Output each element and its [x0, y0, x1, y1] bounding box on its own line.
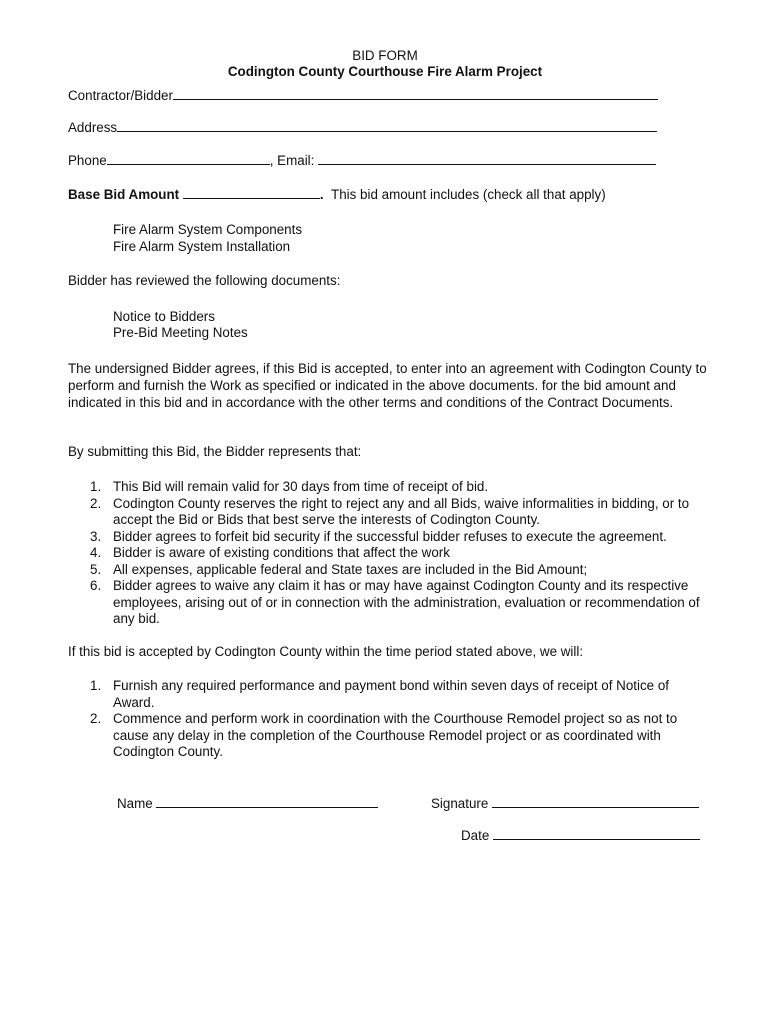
list-item: 1. This Bid will remain valid for 30 days from time of receipt of bid. — [90, 479, 489, 494]
represents-list — [68, 479, 708, 628]
phone-label: Phone — [68, 153, 107, 168]
represents-intro: By submitting this Bid, the Bidder represents that: — [68, 444, 362, 459]
phone-field[interactable] — [107, 151, 270, 165]
list-item: 1. Furnish any required performance and payment bond within seven days of receipt of Notice of Award. — [90, 678, 670, 710]
list-item: 2. Codington County reserves the right to reject any and all Bids, waive informalities in bidding, or to accept the Bid or Bids that best serve the interests of Codington County. — [90, 495, 690, 527]
contractor-row — [68, 86, 658, 104]
date-row — [461, 826, 700, 844]
contractor-field[interactable] — [173, 86, 658, 100]
name-label: Name — [117, 796, 153, 811]
address-label: Address — [68, 120, 118, 135]
base-bid-note: This bid amount includes (check all that apply) — [331, 187, 606, 202]
page-title: BID FORM — [352, 48, 418, 63]
date-field[interactable] — [493, 826, 700, 840]
reviewed-doc-item: Notice to Bidders — [113, 309, 215, 324]
signature-row — [431, 794, 699, 812]
list-item: 6. Bidder agrees to waive any claim it has or may have against Codington County and its respective employees, arising out of or in connection with the administration, evaluation or recommendation of any bid. — [90, 578, 700, 626]
page-subtitle: Codington County Courthouse Fire Alarm Project — [227, 64, 543, 79]
phone-email-row — [68, 151, 656, 169]
email-label: , Email: — [269, 153, 315, 168]
email-field[interactable] — [318, 151, 656, 165]
reviewed-doc-item: Pre-Bid Meeting Notes — [113, 325, 248, 340]
list-item: 4. Bidder is aware of existing conditions that affect the work — [90, 545, 450, 560]
list-item: 3. Bidder agrees to forfeit bid security if the successful bidder refuses to execute the agreement. — [90, 528, 667, 544]
accepted-list — [68, 678, 708, 761]
reviewed-intro: Bidder has reviewed the following documents: — [68, 273, 341, 288]
list-item: 2. Commence and perform work in coordination with the Courthouse Remodel project so as not to cause any delay in the completion of the Courthouse Remodel project or as coordinated with Codington County. — [90, 711, 678, 759]
name-field[interactable] — [156, 794, 378, 808]
base-bid-field[interactable] — [183, 185, 320, 199]
list-item: 5. All expenses, applicable federal and State taxes are included in the Bid Amount; — [90, 561, 588, 577]
contractor-label: Contractor/Bidder — [68, 88, 173, 103]
signature-label: Signature — [431, 796, 489, 811]
date-label: Date — [461, 828, 490, 843]
agreement-paragraph: The undersigned Bidder agrees, if this Bid is accepted, to enter into an agreement with Codington County to perform and furnish the Work as specified or indicated in the above documents. for the bid amount and indicated in this bid and in accordance with the other terms and conditions of the Contract Documents. — [68, 361, 707, 410]
address-row — [68, 118, 657, 136]
includes-item: Fire Alarm System Components — [113, 222, 303, 237]
base-bid-row: Base Bid Amount . This bid amount includes (check all that apply) — [68, 187, 606, 202]
address-field[interactable] — [117, 118, 657, 132]
base-bid-label: Base Bid Amount — [68, 187, 180, 202]
accepted-intro: If this bid is accepted by Codington County within the time period stated above, we will: — [68, 644, 584, 659]
signature-field[interactable] — [492, 794, 699, 808]
includes-item: Fire Alarm System Installation — [113, 239, 291, 254]
name-row — [117, 794, 378, 812]
